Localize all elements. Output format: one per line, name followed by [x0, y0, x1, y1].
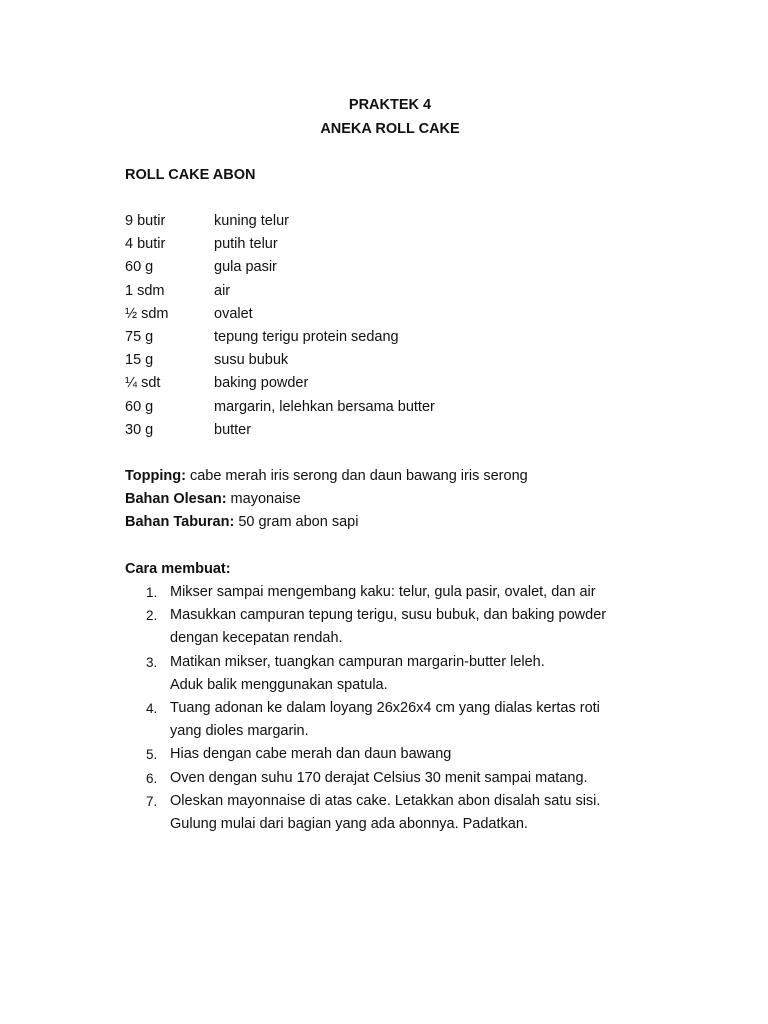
- step-number: 7.: [146, 793, 158, 809]
- ingredient-name: gula pasir: [214, 259, 277, 276]
- step-number: 5.: [146, 747, 158, 763]
- ingredient-list: [125, 210, 435, 442]
- step-item: [125, 581, 685, 604]
- ingredient-name: susu bubuk: [214, 352, 289, 369]
- step-text-line1: Tuang adonan ke dalam loyang 26x26x4 cm yang dialas kertas roti: [170, 700, 600, 717]
- taburan-text: 50 gram abon sapi: [234, 514, 359, 531]
- step-text-line2: dengan kecepatan rendah.: [170, 630, 343, 647]
- step-number: 3.: [146, 654, 158, 670]
- step-text-line2: Gulung mulai dari bagian yang ada abonnya. Padatkan.: [170, 816, 528, 833]
- ingredient-row: [125, 372, 435, 395]
- topping-line: [125, 465, 528, 488]
- step-item: [125, 604, 685, 650]
- step-text-line2: yang dioles margarin.: [170, 723, 309, 740]
- ingredient-row: [125, 326, 435, 349]
- ingredient-row: [125, 280, 435, 303]
- step-text-line1: Masukkan campuran tepung terigu, susu bubuk, dan baking powder: [170, 607, 607, 624]
- ingredient-name: tepung terigu protein sedang: [214, 328, 399, 345]
- step-item: [125, 767, 685, 790]
- step-text-line1: Oven dengan suhu 170 derajat Celsius 30 menit sampai matang.: [170, 769, 588, 786]
- ingredient-row: [125, 256, 435, 279]
- ingredient-row: [125, 303, 435, 326]
- step-list: [125, 581, 685, 836]
- step-item: [125, 790, 685, 836]
- olesan-text: mayonaise: [226, 491, 301, 508]
- ingredient-name: baking powder: [214, 375, 309, 392]
- ingredient-name: ovalet: [214, 305, 253, 322]
- step-number: 2.: [146, 608, 158, 624]
- step-item: [125, 743, 685, 766]
- ingredient-row: [125, 210, 435, 233]
- ingredient-name: air: [214, 282, 231, 299]
- step-number: 1.: [146, 585, 158, 600]
- ingredient-name: putih telur: [214, 236, 278, 253]
- ingredient-quantity: 60 g: [125, 398, 154, 415]
- ingredient-quantity: 9 butir: [125, 213, 166, 229]
- step-text-line1: Matikan mikser, tuangkan campuran margarin-butter leleh.: [170, 653, 545, 670]
- ingredient-name: butter: [214, 421, 252, 438]
- step-item: [125, 697, 685, 743]
- ingredient-quantity: 30 g: [125, 421, 154, 438]
- ingredient-quantity: ¼ sdt: [125, 375, 161, 392]
- olesan-label: Bahan Olesan:: [125, 491, 227, 508]
- ingredient-row: [125, 419, 435, 442]
- ingredient-quantity: ½ sdm: [125, 305, 169, 322]
- taburan-label: Bahan Taburan:: [125, 514, 235, 531]
- topping-label: Topping:: [125, 468, 186, 484]
- taburan-line: [125, 511, 528, 534]
- document-header: [0, 93, 768, 141]
- step-text-line1: Hias dengan cabe merah dan daun bawang: [170, 746, 452, 763]
- recipe-title: ROLL CAKE ABON: [125, 167, 256, 183]
- topping-text: cabe merah iris serong dan daun bawang iris serong: [185, 468, 528, 484]
- method-heading: Cara membuat:: [125, 561, 231, 577]
- ingredient-quantity: 4 butir: [125, 236, 166, 253]
- ingredient-quantity: 15 g: [125, 352, 154, 369]
- ingredient-row: [125, 396, 435, 419]
- method-section: [125, 558, 685, 836]
- ingredient-quantity: 60 g: [125, 259, 154, 276]
- extras-section: [125, 465, 528, 535]
- practice-number: PRAKTEK 4: [348, 97, 432, 113]
- step-text-line1: Oleskan mayonnaise di atas cake. Letakkan abon disalah satu sisi.: [170, 792, 601, 809]
- ingredient-row: [125, 233, 435, 256]
- step-text-line2: Aduk balik menggunakan spatula.: [170, 676, 388, 693]
- step-number: 4.: [146, 701, 158, 717]
- document-title: ANEKA ROLL CAKE: [320, 121, 460, 137]
- step-text-line1: Mikser sampai mengembang kaku: telur, gula pasir, ovalet, dan air: [170, 584, 596, 600]
- ingredient-quantity: 1 sdm: [125, 282, 165, 299]
- ingredient-name: kuning telur: [214, 213, 289, 229]
- step-number: 6.: [146, 770, 158, 786]
- step-item: [125, 651, 685, 697]
- ingredient-row: [125, 349, 435, 372]
- ingredient-name: margarin, lelehkan bersama butter: [214, 398, 435, 415]
- olesan-line: [125, 488, 528, 511]
- ingredient-quantity: 75 g: [125, 328, 154, 345]
